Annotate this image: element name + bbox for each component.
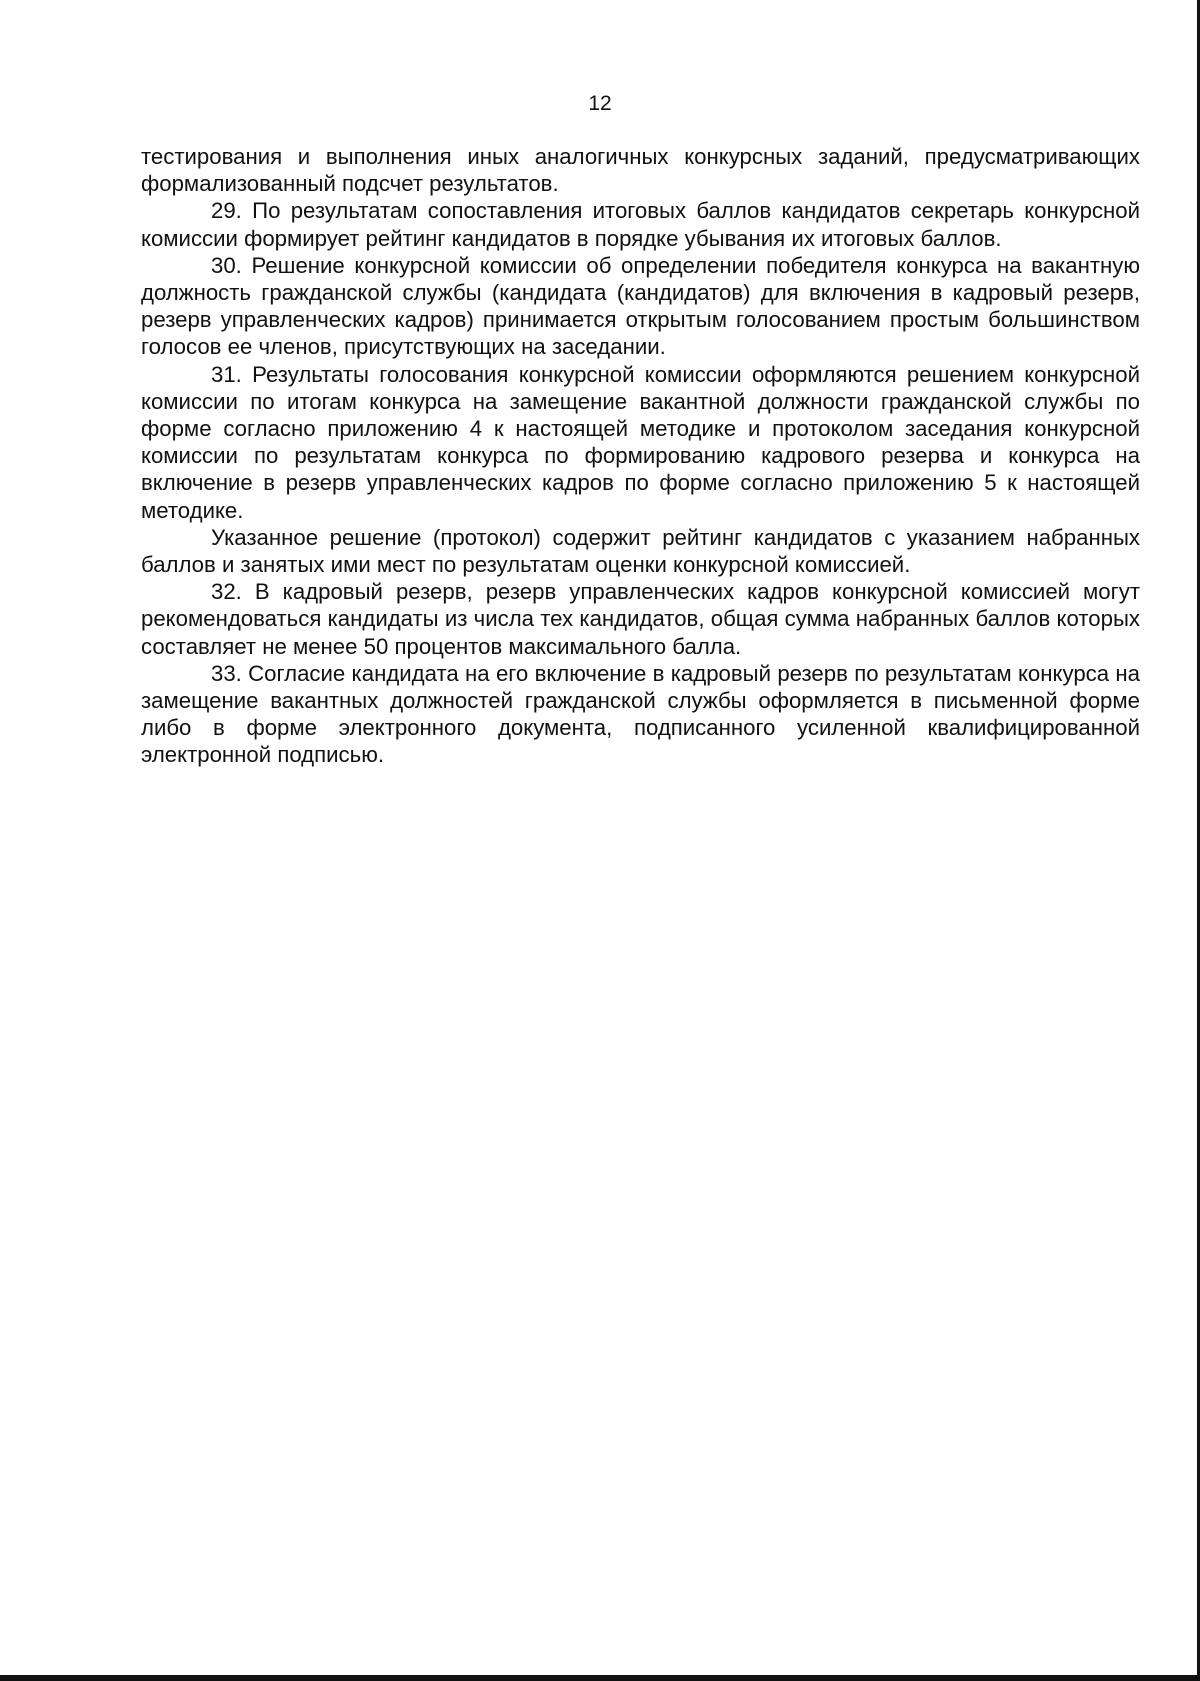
paragraph-29: 29. По результатам сопоставления итоговых баллов кандидатов секретарь конкурсной комиссии формирует рейтинг кандидатов в порядке убывания их итоговых баллов. [141, 198, 1140, 251]
paragraph-continuation: тестирования и выполнения иных аналогичных конкурсных заданий, предусматривающих формализованный подсчет результатов. [141, 144, 1140, 197]
paragraph-30: 30. Решение конкурсной комиссии об определении победителя конкурса на вакантную должность гражданской службы (кандидата (кандидатов) для включения в кадровый резерв, резерв управленческих кадров) принимается открытым голосованием простым большинством голосов ее членов, присутствующих на заседании. [141, 252, 1140, 360]
paragraph-32: 32. В кадровый резерв, резерв управленческих кадров конкурсной комиссией могут рекомендоваться кандидаты из числа тех кандидатов, общая сумма набранных баллов которых составляет не менее 50 процентов максимального балла. [141, 579, 1140, 659]
paragraph-31-note: Указанное решение (протокол) содержит рейтинг кандидатов с указанием набранных баллов и занятых ими мест по результатам оценки конкурсной комиссией. [141, 524, 1140, 578]
document-body [141, 143, 1140, 769]
paragraph-31: 31. Результаты голосования конкурсной комиссии оформляются решением конкурсной комиссии по итогам конкурса на замещение вакантной должности гражданской службы по форме согласно приложению 4 к настоящей методике и протоколом заседания конкурсной комиссии по результатам конкурса по формированию кадрового резерва и конкурса на включение в резерв управленческих кадров по форме согласно приложению 5 к настоящей методике. [141, 361, 1140, 523]
page-number: 12 [588, 92, 612, 115]
paragraph-33: 33. Согласие кандидата на его включение в кадровый резерв по результатам конкурса на замещение вакантных должностей гражданской службы оформляется в письменной форме либо в форме электронного документа, подписанного усиленной квалифицированной электронной подписью. [141, 660, 1140, 768]
scan-bottom-edge [0, 1675, 1200, 1681]
